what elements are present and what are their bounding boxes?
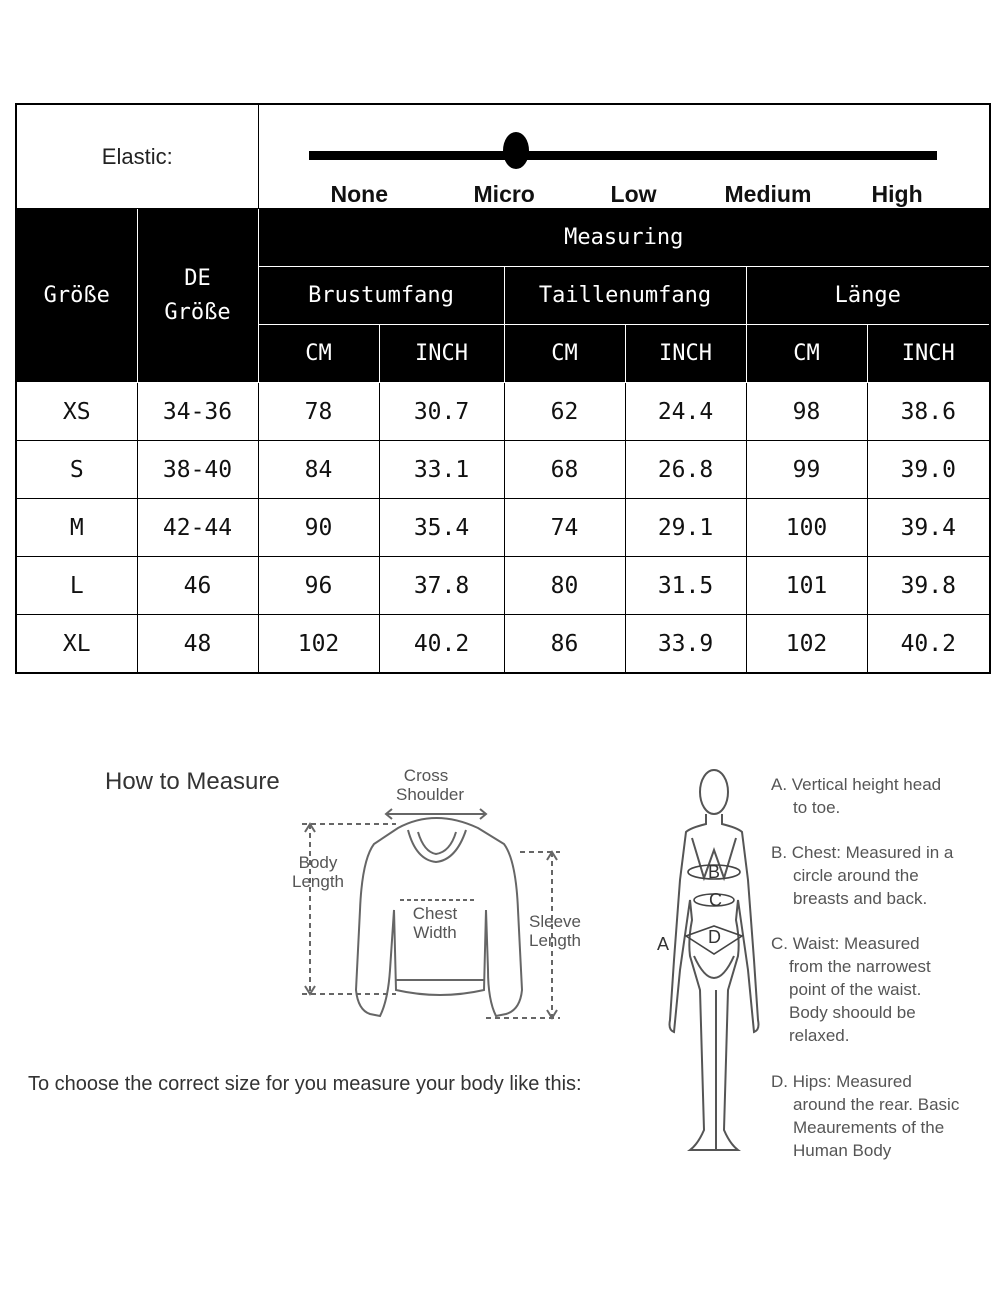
label-sleeve-length: Sleeve Length	[529, 912, 581, 950]
cell-bust-inch: 33.1	[379, 441, 504, 499]
cell-de-size: 48	[137, 615, 258, 674]
cell-length-inch: 39.8	[867, 557, 990, 615]
annotation-a	[771, 773, 976, 819]
cell-bust-cm: 78	[258, 383, 379, 441]
cell-length-cm: 101	[746, 557, 867, 615]
cell-size: M	[16, 499, 137, 557]
cell-waist-inch: 26.8	[625, 441, 746, 499]
header-length: Länge	[746, 267, 990, 325]
header-unit-inch: INCH	[625, 325, 746, 383]
elastic-level-low: Low	[610, 181, 657, 207]
elastic-scale-cell	[258, 104, 990, 209]
annotation-c	[771, 932, 976, 1047]
table-row	[16, 615, 990, 674]
cell-de-size: 46	[137, 557, 258, 615]
cell-length-inch: 39.0	[867, 441, 990, 499]
elastic-level-none: None	[330, 181, 389, 207]
elastic-label: Elastic:	[16, 104, 258, 209]
table-row	[16, 383, 990, 441]
figure-letter-c: C	[709, 890, 722, 910]
cell-length-inch: 39.4	[867, 499, 990, 557]
cell-length-cm: 98	[746, 383, 867, 441]
annotation-b-lead: B. Chest: Measured in a	[771, 843, 954, 862]
cell-waist-cm: 68	[504, 441, 625, 499]
table-row	[16, 499, 990, 557]
cell-length-cm: 100	[746, 499, 867, 557]
cell-bust-inch: 35.4	[379, 499, 504, 557]
body-figure-illustration	[660, 760, 770, 1170]
elastic-level-high: High	[871, 181, 923, 207]
header-bust: Brustumfang	[258, 267, 504, 325]
cell-length-inch: 38.6	[867, 383, 990, 441]
annotation-b	[771, 841, 976, 910]
cell-waist-cm: 80	[504, 557, 625, 615]
annotation-c-cont: from the narrowest point of the waist. Body shoould be relaxed.	[789, 957, 931, 1045]
cell-waist-inch: 31.5	[625, 557, 746, 615]
cell-de-size: 42-44	[137, 499, 258, 557]
cell-de-size: 38-40	[137, 441, 258, 499]
elastic-scale-line	[309, 151, 938, 160]
cell-bust-inch: 30.7	[379, 383, 504, 441]
elastic-level-micro: Micro	[473, 181, 535, 207]
cell-size: L	[16, 557, 137, 615]
cell-length-cm: 99	[746, 441, 867, 499]
cell-waist-inch: 29.1	[625, 499, 746, 557]
header-de-size: DE Größe	[137, 209, 258, 383]
annotation-d	[771, 1070, 976, 1162]
annotation-a-lead: A. Vertical height head	[771, 775, 942, 794]
header-size: Größe	[16, 209, 137, 383]
annotation-a-cont: to toe.	[793, 798, 841, 817]
header-unit-inch: INCH	[379, 325, 504, 383]
cell-bust-inch: 40.2	[379, 615, 504, 674]
cell-waist-cm: 74	[504, 499, 625, 557]
elastic-level-medium: Medium	[724, 181, 812, 207]
header-unit-inch: INCH	[867, 325, 990, 383]
header-unit-cm: CM	[504, 325, 625, 383]
cell-length-inch: 40.2	[867, 615, 990, 674]
annotation-d-lead: D. Hips: Measured	[771, 1072, 912, 1091]
table-row	[16, 557, 990, 615]
figure-letter-d: D	[708, 927, 721, 947]
annotation-c-lead: C. Waist: Measured	[771, 934, 920, 953]
annotation-d-cont: around the rear. Basic Meaurements of the Human Body	[793, 1095, 960, 1160]
label-body-length: Body Length	[292, 853, 344, 891]
header-unit-cm: CM	[258, 325, 379, 383]
cell-bust-cm: 90	[258, 499, 379, 557]
cell-waist-cm: 62	[504, 383, 625, 441]
cell-bust-cm: 102	[258, 615, 379, 674]
header-waist: Taillenumfang	[504, 267, 746, 325]
label-cross-shoulder: Cross Shoulder	[396, 766, 465, 804]
cell-waist-cm: 86	[504, 615, 625, 674]
header-unit-cm: CM	[746, 325, 867, 383]
cell-waist-inch: 33.9	[625, 615, 746, 674]
table-row	[16, 441, 990, 499]
cell-bust-inch: 37.8	[379, 557, 504, 615]
label-chest-width: Chest Width	[412, 904, 458, 942]
cell-bust-cm: 96	[258, 557, 379, 615]
cell-size: XS	[16, 383, 137, 441]
cell-bust-cm: 84	[258, 441, 379, 499]
cell-waist-inch: 24.4	[625, 383, 746, 441]
elastic-row	[16, 104, 990, 209]
figure-letter-b: B	[708, 862, 721, 882]
cell-size: S	[16, 441, 137, 499]
annotation-b-cont: circle around the breasts and back.	[793, 866, 928, 908]
elastic-indicator-knob	[503, 132, 529, 169]
elastic-scale	[259, 105, 990, 208]
guide-instruction: To choose the correct size for you measure your body like this:	[28, 1073, 582, 1095]
cell-de-size: 34-36	[137, 383, 258, 441]
header-row-measuring	[16, 209, 990, 267]
figure-letter-a: A	[657, 934, 670, 954]
size-chart-table	[15, 103, 991, 674]
header-measuring: Measuring	[258, 209, 990, 267]
cell-size: XL	[16, 615, 137, 674]
how-to-measure-guide	[0, 740, 1001, 1180]
guide-title: How to Measure	[105, 768, 280, 795]
cell-length-cm: 102	[746, 615, 867, 674]
